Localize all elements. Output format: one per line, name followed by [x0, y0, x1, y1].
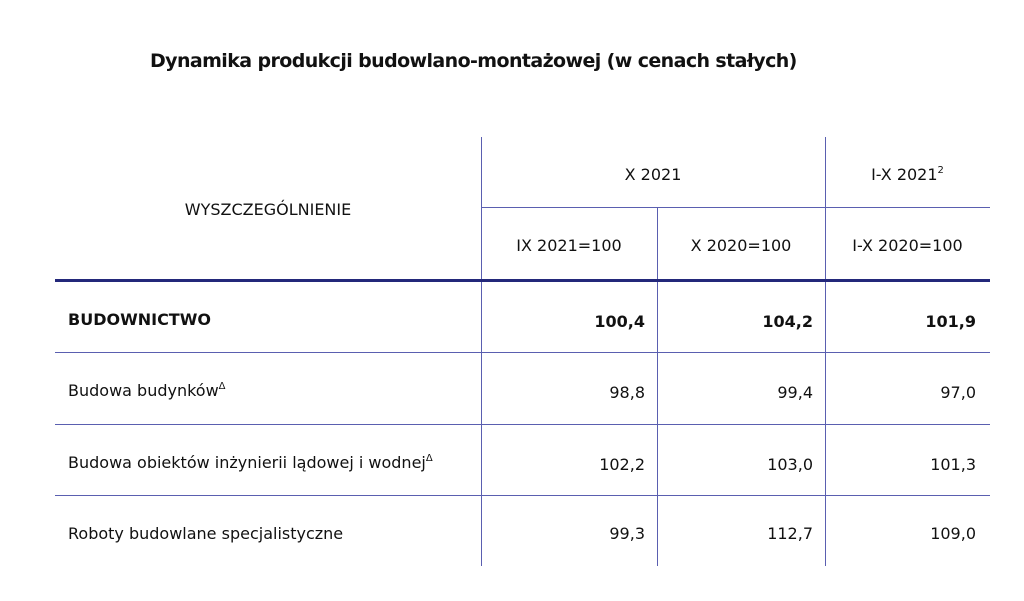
row-label-text: BUDOWNICTWO [68, 310, 211, 329]
header-group-i-x-2021-text: I-X 2021 [871, 165, 938, 184]
cell-value: 98,8 [609, 383, 645, 402]
header-row-label-text: WYSZCZEGÓLNIENIE [184, 200, 352, 219]
row-label-text: Budowa budynków [68, 381, 219, 400]
header-group-x-2021 [481, 165, 825, 185]
divider [55, 424, 990, 425]
page-title: Dynamika produkcji budowlano-montażowej (w cenach stałych) [150, 50, 797, 72]
cell-value: 100,4 [594, 312, 645, 331]
table-cell [481, 524, 645, 544]
header-group-i-x-2021 [825, 165, 990, 185]
header-rule [55, 279, 990, 282]
table-cell [657, 383, 813, 403]
cell-value: 109,0 [930, 524, 976, 543]
table-row-label [68, 310, 211, 330]
header-sub-ix-2021 [481, 236, 657, 256]
table-cell [657, 312, 813, 332]
cell-value: 102,2 [599, 455, 645, 474]
row-label-text: Budowa obiektów inżynierii lądowej i wodnej [68, 453, 426, 472]
table-cell [825, 312, 976, 332]
row-label-text: Roboty budowlane specjalistyczne [68, 524, 344, 543]
table-cell [825, 383, 976, 403]
divider [55, 495, 990, 496]
header-sub-i-x-2020-text: I-X 2020=100 [852, 236, 963, 255]
header-sub-x-2020 [657, 236, 825, 256]
delta-mark: Δ [425, 453, 433, 464]
table-cell [657, 524, 813, 544]
cell-value: 99,3 [609, 524, 645, 543]
header-group-x-2021-text: X 2021 [624, 165, 682, 184]
table-cell [657, 455, 813, 475]
cell-value: 103,0 [767, 455, 813, 474]
footnote-mark: 2 [937, 165, 944, 176]
table-row-label [68, 453, 433, 473]
cell-value: 104,2 [762, 312, 813, 331]
header-sub-x-2020-text: X 2020=100 [690, 236, 792, 255]
table-row-label [68, 381, 226, 401]
cell-value: 101,9 [925, 312, 976, 331]
table-cell [825, 455, 976, 475]
header-sub-i-x-2020 [825, 236, 990, 256]
table-cell [825, 524, 976, 544]
header-row-label [55, 200, 481, 220]
delta-mark: Δ [218, 381, 226, 392]
cell-value: 112,7 [767, 524, 813, 543]
table-row-label [68, 524, 343, 544]
table-cell [481, 312, 645, 332]
table-cell [481, 383, 645, 403]
cell-value: 99,4 [777, 383, 813, 402]
divider [55, 352, 990, 353]
header-sub-ix-2021-text: IX 2021=100 [516, 236, 622, 255]
divider [481, 207, 990, 208]
cell-value: 101,3 [930, 455, 976, 474]
cell-value: 97,0 [940, 383, 976, 402]
table-cell [481, 455, 645, 475]
